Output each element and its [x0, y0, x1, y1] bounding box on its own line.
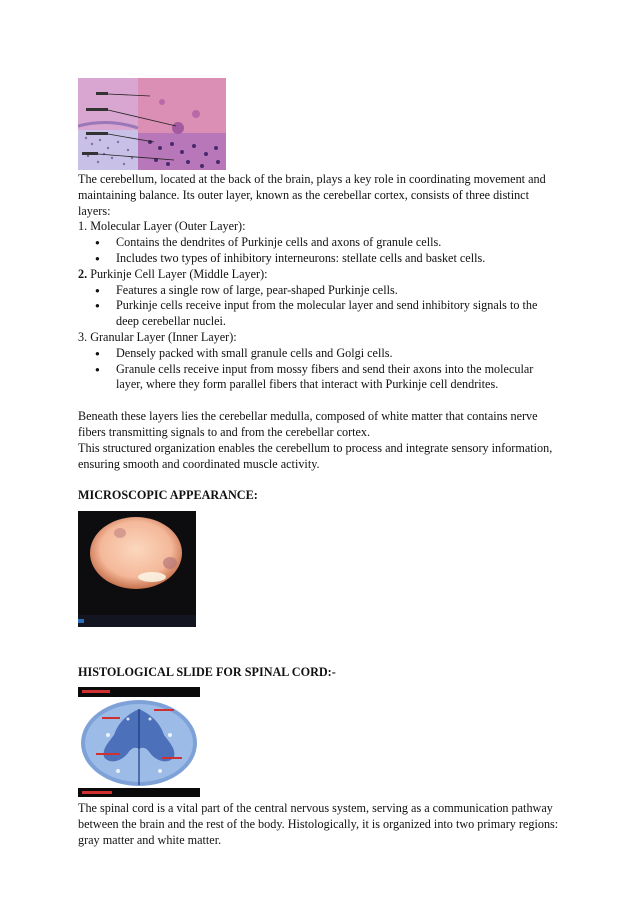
- layer-3-bullet-list: [78, 346, 560, 393]
- cerebellum-histology-image: [78, 78, 226, 170]
- list-item: ● Granule cells receive input from mossy fibers and send their axons into the molecular layer, where they form parallel fibers that interact with Purkinje cell dendrites.: [116, 362, 560, 394]
- layer-1-title: Molecular Layer (Outer Layer):: [87, 219, 246, 234]
- layer-3-number: 3.: [78, 329, 88, 344]
- list-item: ● Features a single row of large, pear-shaped Purkinje cells.: [116, 283, 560, 299]
- layer-1-heading: [78, 219, 560, 235]
- microscopic-appearance-heading: MICROSCOPIC APPEARANCE:: [78, 488, 258, 503]
- structure-paragraph: This structured organization enables the cerebellum to process and integrate sensory information, ensuring smooth and coordinated muscle activity.: [78, 440, 553, 471]
- layer-1-number: 1.: [78, 219, 88, 234]
- spinal-cord-heading: HISTOLOGICAL SLIDE FOR SPINAL CORD:-: [78, 665, 336, 680]
- spacer: [78, 393, 560, 409]
- layer-2-number: 2.: [78, 266, 88, 281]
- microscope-view-image: [78, 511, 196, 627]
- layer-3-heading: [78, 330, 560, 346]
- list-item: ● Contains the dendrites of Purkinje cells and axons of granule cells.: [116, 235, 560, 251]
- layer-1-bullet-list: [78, 235, 560, 267]
- document-page: [78, 78, 560, 848]
- layer-2-bullet-list: [78, 283, 560, 330]
- layer-3: [78, 330, 560, 393]
- medulla-paragraph: Beneath these layers lies the cerebellar medulla, composed of white matter that contains nerve fibers transmitting signals to and from the cerebellar cortex.: [78, 409, 538, 439]
- spinal-cord-paragraph: The spinal cord is a vital part of the central nervous system, serving as a communication pathway between the brain and the rest of the body. Histologically, it is organized into two primary regions: gray matter and white matter.: [78, 800, 559, 847]
- layer-2: [78, 267, 560, 330]
- layer-2-heading: [78, 267, 560, 283]
- list-item: ● Purkinje cells receive input from the molecular layer and send inhibitory signals to the deep cerebellar nuclei.: [116, 298, 560, 330]
- spacer: [78, 472, 560, 488]
- spinal-cord-histology-image: [78, 687, 200, 797]
- layer-1: [78, 219, 560, 266]
- list-item: ● Densely packed with small granule cells and Golgi cells.: [116, 346, 560, 362]
- cerebellum-intro-paragraph: The cerebellum, located at the back of the brain, plays a key role in coordinating movement and maintaining balance. Its outer layer, known as the cerebellar cortex, consists of three distinct layers:: [78, 172, 546, 218]
- layer-3-title: Granular Layer (Inner Layer):: [87, 329, 237, 344]
- layer-2-title: Purkinje Cell Layer (Middle Layer):: [87, 266, 268, 281]
- list-item: ● Includes two types of inhibitory interneurons: stellate cells and basket cells.: [116, 251, 560, 267]
